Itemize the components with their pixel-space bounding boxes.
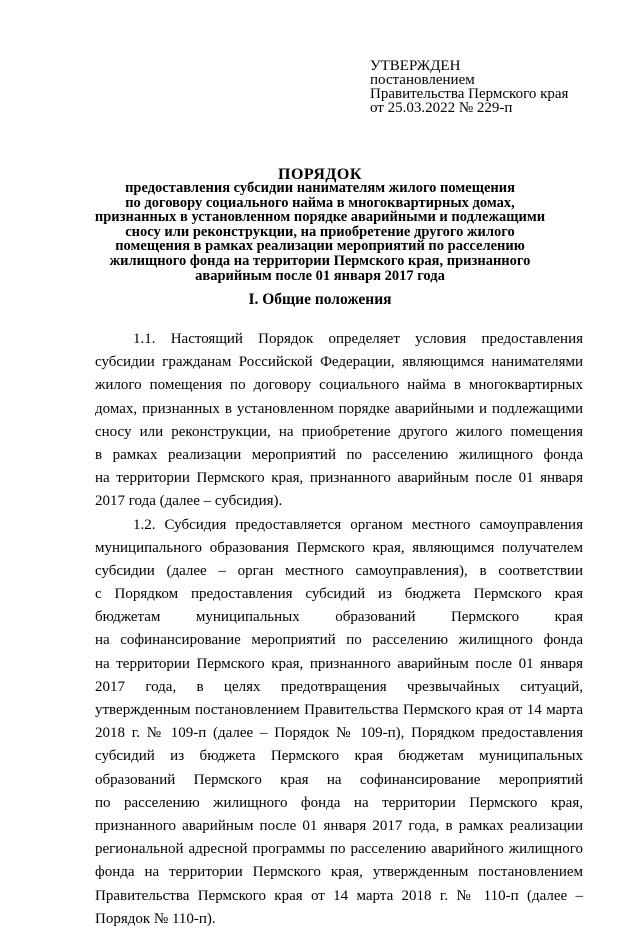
paragraph-line: субсидий из бюджета Пермского края бюджетам муниципальных [95, 748, 583, 765]
paragraph-1-2 [95, 514, 583, 931]
paragraph-line: фонда на территории Пермского края, утвержденным постановлением [95, 864, 583, 881]
paragraph-line: 1.1. Настоящий Порядок определяет условия предоставления [133, 331, 583, 347]
paragraph-line: бюджетам муниципальных образований Пермского края [95, 609, 583, 626]
subtitle-line: сносу или реконструкции, на приобретение другого жилого [125, 223, 515, 240]
document-body [95, 328, 583, 931]
paragraph-line: региональной адресной программы по расселению аварийного жилищного [95, 841, 583, 858]
document-title: ПОРЯДОК [278, 166, 362, 183]
approval-date-number: от 25.03.2022 № 229-п [370, 100, 513, 116]
paragraph-line: сносу или реконструкции, на приобретение другого жилого помещения [95, 423, 583, 440]
paragraph-line: Порядок № 110-п). [95, 910, 216, 927]
paragraph-1-1 [95, 328, 583, 514]
paragraph-line: 2018 г. № 109-п (далее – Порядок № 109-п), Порядком предоставления [95, 725, 583, 742]
paragraph-line: Правительства Пермского края от 14 марта 2018 г. № 110-п (далее – [95, 887, 583, 904]
subtitle-line: признанных в установленном порядке аварийными и подлежащими [94, 209, 546, 226]
paragraph-line: утвержденным постановлением Правительства Пермского края от 14 марта [95, 702, 583, 718]
paragraph-line: образований Пермского края на софинансирование мероприятий [95, 771, 583, 788]
document-subtitle [0, 181, 640, 283]
section-heading: I. Общие положения [248, 291, 392, 308]
approval-by: постановлением [370, 72, 475, 88]
paragraph-line: домах, признанных в установленном порядке аварийными и подлежащими [95, 400, 583, 417]
approval-authority: Правительства Пермского края [370, 86, 569, 102]
paragraph-line: на софинансирование мероприятий по расселению жилищного фонда [95, 632, 583, 649]
paragraph-line: 1.2. Субсидия предоставляется органом местного самоуправления [133, 516, 583, 533]
paragraph-line: на территории Пермского края, признанного аварийным после 01 января [95, 655, 583, 672]
subtitle-line: помещения в рамках реализации мероприятий по расселению [115, 238, 525, 255]
subtitle-line: предоставления субсидии нанимателям жилого помещения [125, 180, 515, 196]
paragraph-line: 2017 года (далее – субсидия). [95, 493, 283, 510]
paragraph-line: на территории Пермского края, признанного аварийным после 01 января [95, 470, 583, 487]
paragraph-line: муниципального образования Пермского края, являющимся получателем [95, 539, 583, 556]
paragraph-line: жилого помещения по договору социального найма в многоквартирных [95, 377, 583, 394]
paragraph-line: по расселению жилищного фонда на территории Пермского края, [95, 794, 583, 811]
subtitle-line: аварийным после 01 января 2017 года [195, 267, 445, 284]
approval-stamp [370, 59, 568, 115]
paragraph-line: субсидии гражданам Российской Федерации, являющимся нанимателями [95, 354, 583, 371]
paragraph-line: 2017 года, в целях предотвращения чрезвычайных ситуаций, [95, 678, 583, 695]
paragraph-line: субсидии (далее – орган местного самоуправления), в соответствии [95, 562, 583, 579]
paragraph-line: признанного аварийным после 01 января 2017 года, в рамках реализации [95, 817, 583, 834]
subtitle-line: жилищного фонда на территории Пермского края, признанного [109, 252, 531, 269]
subtitle-line: по договору социального найма в многоквартирных домах, [125, 194, 515, 211]
paragraph-line: в рамках реализации мероприятий по расселению жилищного фонда [95, 446, 583, 463]
paragraph-line: с Порядком предоставления субсидий из бюджета Пермского края [95, 586, 583, 603]
approval-label: УТВЕРЖДЕН [370, 58, 461, 74]
